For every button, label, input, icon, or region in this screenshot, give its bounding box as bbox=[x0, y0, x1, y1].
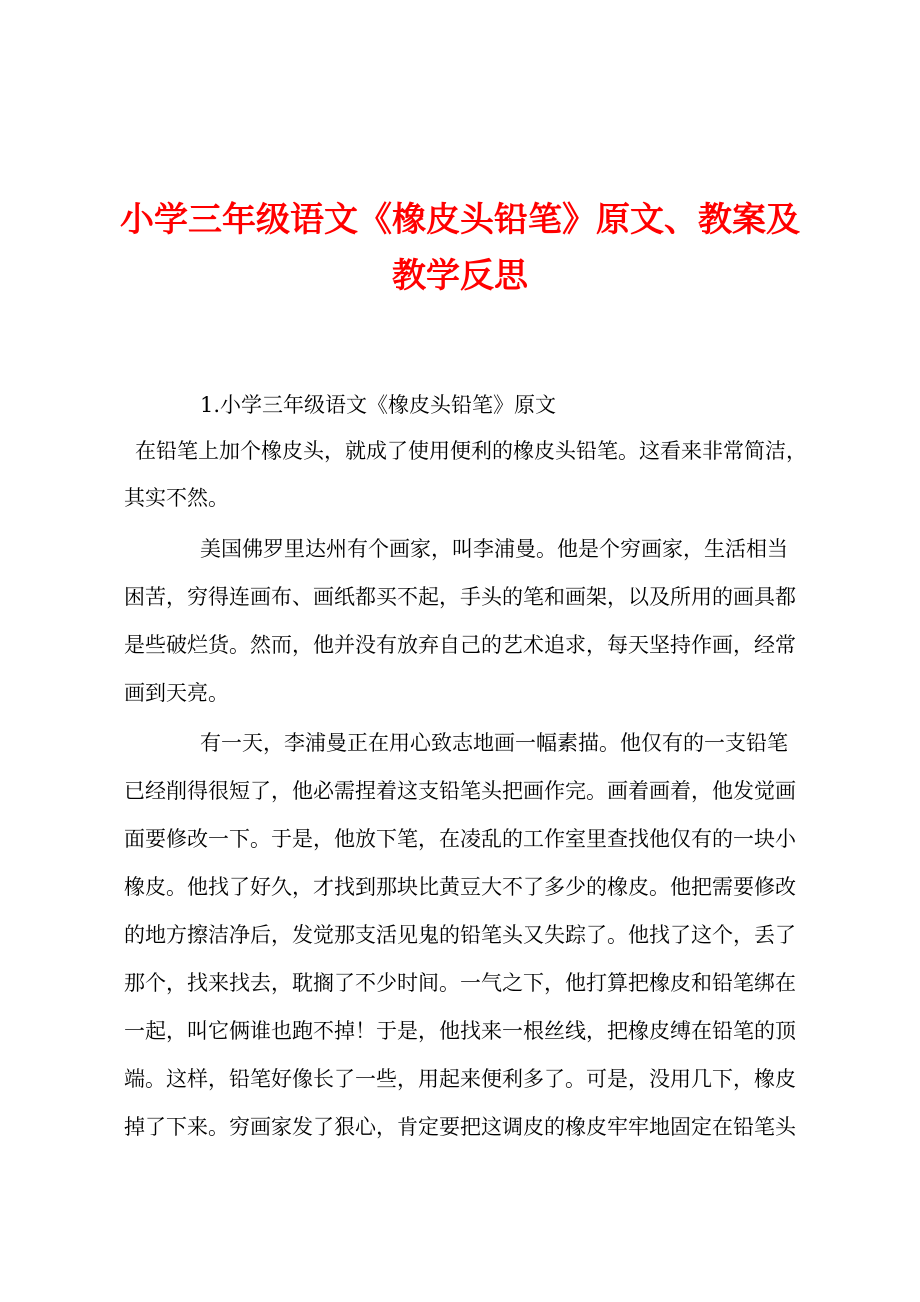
paragraph-line: 的地方擦洁净后，发觉那支活见鬼的铅笔头又失踪了。他找了这个，丢了 bbox=[124, 923, 796, 947]
paragraph-line: 画到天亮。 bbox=[124, 681, 229, 705]
paragraph-line: 掉了下来。穷画家发了狠心，肯定要把这调皮的橡皮牢牢地固定在铅笔头 bbox=[124, 1115, 796, 1139]
paragraph-line: 美国佛罗里达州有个画家，叫李浦曼。他是个穷画家，生活相当 bbox=[200, 537, 788, 561]
paragraph-line: 有一天，李浦曼正在用心致志地画一幅素描。他仅有的一支铅笔 bbox=[200, 731, 788, 755]
section-heading: 1.小学三年级语文《橡皮头铅笔》原文 bbox=[200, 393, 557, 417]
paragraph-line: 一起，叫它俩谁也跑不掉！于是，他找来一根丝线，把橡皮缚在铅笔的顶 bbox=[124, 1019, 796, 1043]
paragraph-line: 在铅笔上加个橡皮头，就成了使用便利的橡皮头铅笔。这看来非常简洁， bbox=[135, 439, 807, 463]
paragraph-line: 其实不然。 bbox=[124, 486, 229, 510]
paragraph-line: 橡皮。他找了好久，才找到那块比黄豆大不了多少的橡皮。他把需要修改 bbox=[124, 875, 796, 899]
paragraph-line: 那个，找来找去，耽搁了不少时间。一气之下，他打算把橡皮和铅笔绑在 bbox=[124, 971, 796, 995]
paragraph-line: 困苦，穷得连画布、画纸都买不起，手头的笔和画架，以及所用的画具都 bbox=[124, 585, 796, 609]
document-title-line-2: 教学反思 bbox=[392, 256, 528, 296]
paragraph-line: 是些破烂货。然而，他并没有放弃自己的艺术追求，每天坚持作画，经常 bbox=[124, 633, 796, 657]
paragraph-line: 端。这样，铅笔好像长了一些，用起来便利多了。可是，没用几下，橡皮 bbox=[124, 1067, 796, 1091]
document-title-line-1: 小学三年级语文《橡皮头铅笔》原文、教案及 bbox=[120, 200, 800, 240]
paragraph-line: 已经削得很短了，他必需捏着这支铅笔头把画作完。画着画着，他发觉画 bbox=[124, 779, 796, 803]
paragraph-line: 面要修改一下。于是，他放下笔，在凌乱的工作室里查找他仅有的一块小 bbox=[124, 827, 796, 851]
